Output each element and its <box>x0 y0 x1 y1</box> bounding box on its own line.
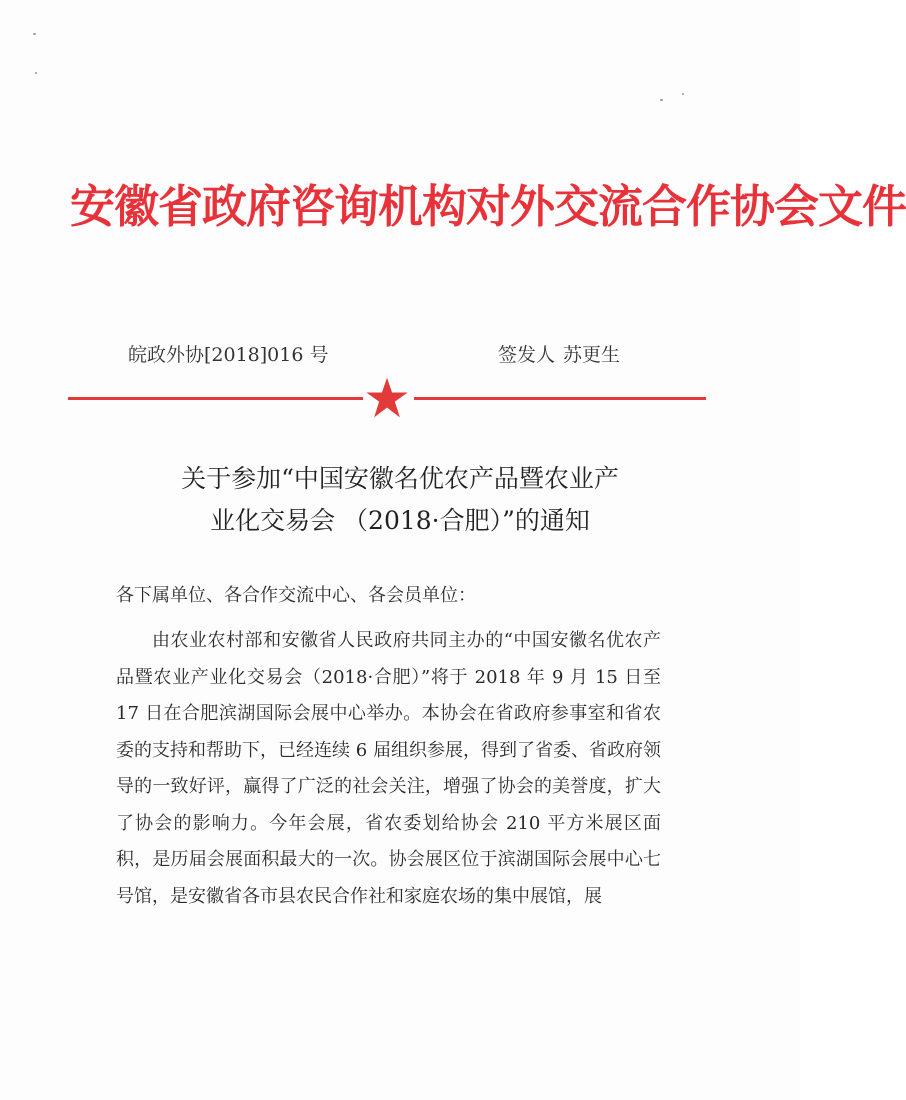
notice-body <box>116 583 661 915</box>
red-divider-left <box>68 397 363 400</box>
document-number: 皖政外协[2018]016 号 <box>128 344 329 366</box>
red-star-icon <box>364 375 410 421</box>
notice-title <box>80 458 720 542</box>
scan-speck <box>682 93 684 95</box>
scan-speck <box>660 99 663 101</box>
body-paragraph: 由农业农村部和安徽省人民政府共同主办的“中国安徽名优农产品暨农业产业化交易会（2018·合肥）”将于 2018 年 9 月 15 日至 17 日在合肥滨湖国际会展中心举办。本协会在省政府参事室和省农委的支持和帮助下，已经连续 6 届组织参展，得到了省委、省政府领导的一致好评，赢得了广泛的社会关注，增强了协会的美誉度，扩大了协会的影响力。今年会展，省农委划给协会 210 平方米展区面积，是历届会展面积最大的一次。协会展区位于滨湖国际会展中心七号馆，是安徽省各市县农民合作社和家庭农场的集中展馆，展 <box>116 630 661 907</box>
scan-speck <box>33 33 36 35</box>
signer-name: 苏更生 <box>563 344 621 366</box>
signer-label: 签发人 <box>498 344 556 366</box>
notice-title-line-1: 关于参加“中国安徽名优农产品暨农业产 <box>181 464 619 493</box>
signer-block <box>498 340 620 367</box>
red-divider-right <box>414 397 706 400</box>
scan-speck <box>35 72 37 74</box>
salutation: 各下属单位、各合作交流中心、各会员单位： <box>116 585 476 606</box>
notice-title-line-2: 业化交易会 （2018·合肥）”的通知 <box>210 506 590 535</box>
document-header-title: 安徽省政府咨询机构对外交流合作协会文件 <box>70 180 906 233</box>
